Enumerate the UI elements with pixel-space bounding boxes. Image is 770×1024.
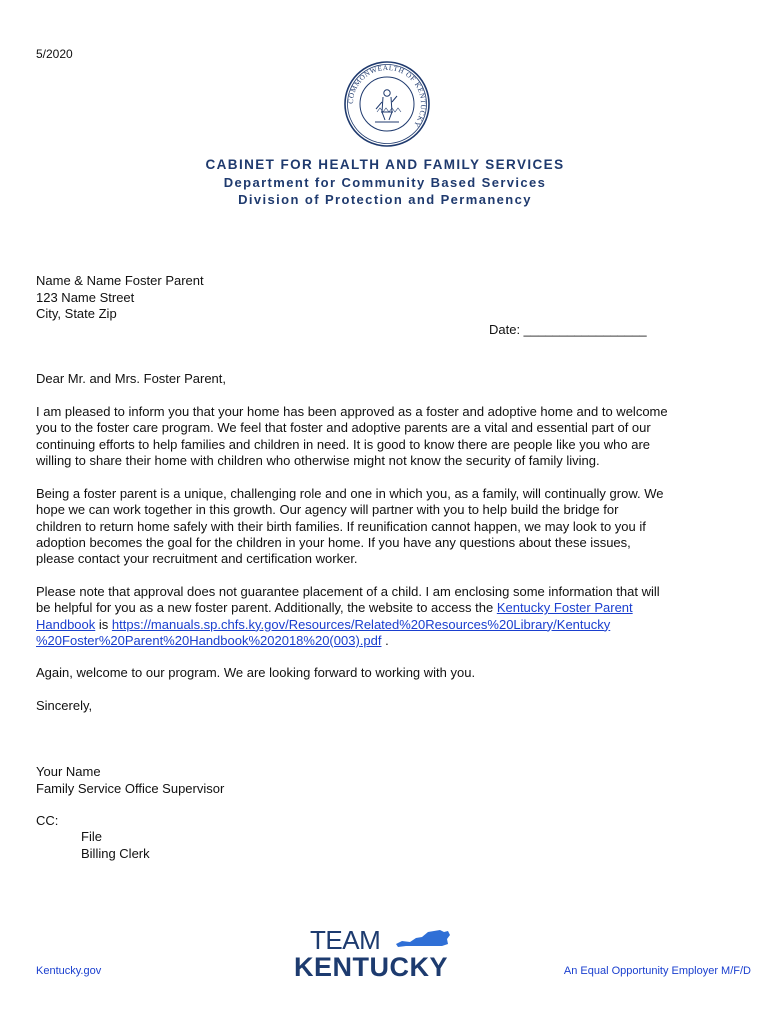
text-line [36,633,726,649]
text-line: you to the foster care program. We feel that foster and adoptive parents are a vital and essential part of our [36,420,651,436]
cabinet-title: CABINET FOR HEALTH AND FAMILY SERVICES [205,157,565,172]
recipient-name: Name & Name Foster Parent [36,273,204,288]
footer-kentucky-gov-link[interactable]: Kentucky.gov [36,965,102,977]
greeting: Dear Mr. and Mrs. Foster Parent, [36,371,227,386]
seal-text: COMMONWEALTH OF KENTUCKY [346,63,428,129]
text-line: hope we can work together in this growth. Our agency will partner with you to help build the bridge for [36,502,619,518]
cc-label: CC: [36,813,59,828]
text-line: willing to share their home with children who otherwise might not know the security of family living. [36,452,600,468]
text-segment: be helpful for you as a new foster parent. Additionally, the website to access the [36,600,497,616]
department-title: Department for Community Based Services [223,175,547,190]
text-line: Being a foster parent is a unique, challenging role and one in which you, as a family, will continually grow. We [36,486,664,501]
text-line: I am pleased to inform you that your home has been approved as a foster and adoptive home and to welcome [36,404,668,419]
text-line: adoption becomes the goal for the children in your home. If you have any questions about these issues, [36,534,631,550]
closing: Sincerely, [36,698,93,713]
text-line: please contact your recruitment and certification worker. [36,551,358,567]
recipient-street: 123 Name Street [36,290,135,305]
letter-date: 5/2020 [36,47,73,61]
handbook-link[interactable]: Kentucky Foster Parent [496,600,633,616]
handbook-url-link-continued[interactable]: %20Foster%20Parent%20Handbook%202018%20(003).pdf [36,632,382,648]
text-line [36,600,726,616]
text-line: Please note that approval does not guarantee placement of a child. I am enclosing some information that will [36,584,660,599]
paragraph-approval-note [36,584,726,649]
text-line: children to return home safely with their birth families. If reunification cannot happen, we may look to you if [36,518,646,534]
logo-team-text: TEAM [310,925,381,955]
text-line [36,617,726,633]
date-field: Date: _________________ [489,322,647,337]
signature-title: Family Service Office Supervisor [36,781,225,796]
cc-item: Billing Clerk [81,846,150,861]
text-segment: is [95,616,112,632]
handbook-link-continued[interactable]: Handbook [36,616,96,632]
paragraph-welcome: Again, welcome to our program. We are looking forward to working with you. [36,665,476,680]
text-segment: . [381,632,389,648]
kentucky-seal-icon [343,60,431,148]
footer-equal-opportunity: An Equal Opportunity Employer M/F/D [563,965,751,977]
paragraph-approval [36,404,726,469]
division-title: Division of Protection and Permanency [238,192,532,207]
handbook-url-link[interactable]: https://manuals.sp.chfs.ky.gov/Resources/Related%20Resources%20Library/Kentucky [111,616,611,632]
recipient-city: City, State Zip [36,306,117,321]
text-line: continuing efforts to help families and children in need. It is good to know there are people like you who are [36,436,651,452]
team-kentucky-logo [292,922,472,982]
logo-kentucky-text: KENTUCKY [294,952,449,982]
signature-name: Your Name [36,764,101,779]
cc-item: File [81,829,102,844]
paragraph-role [36,486,726,567]
kentucky-state-shape-icon [396,930,450,947]
